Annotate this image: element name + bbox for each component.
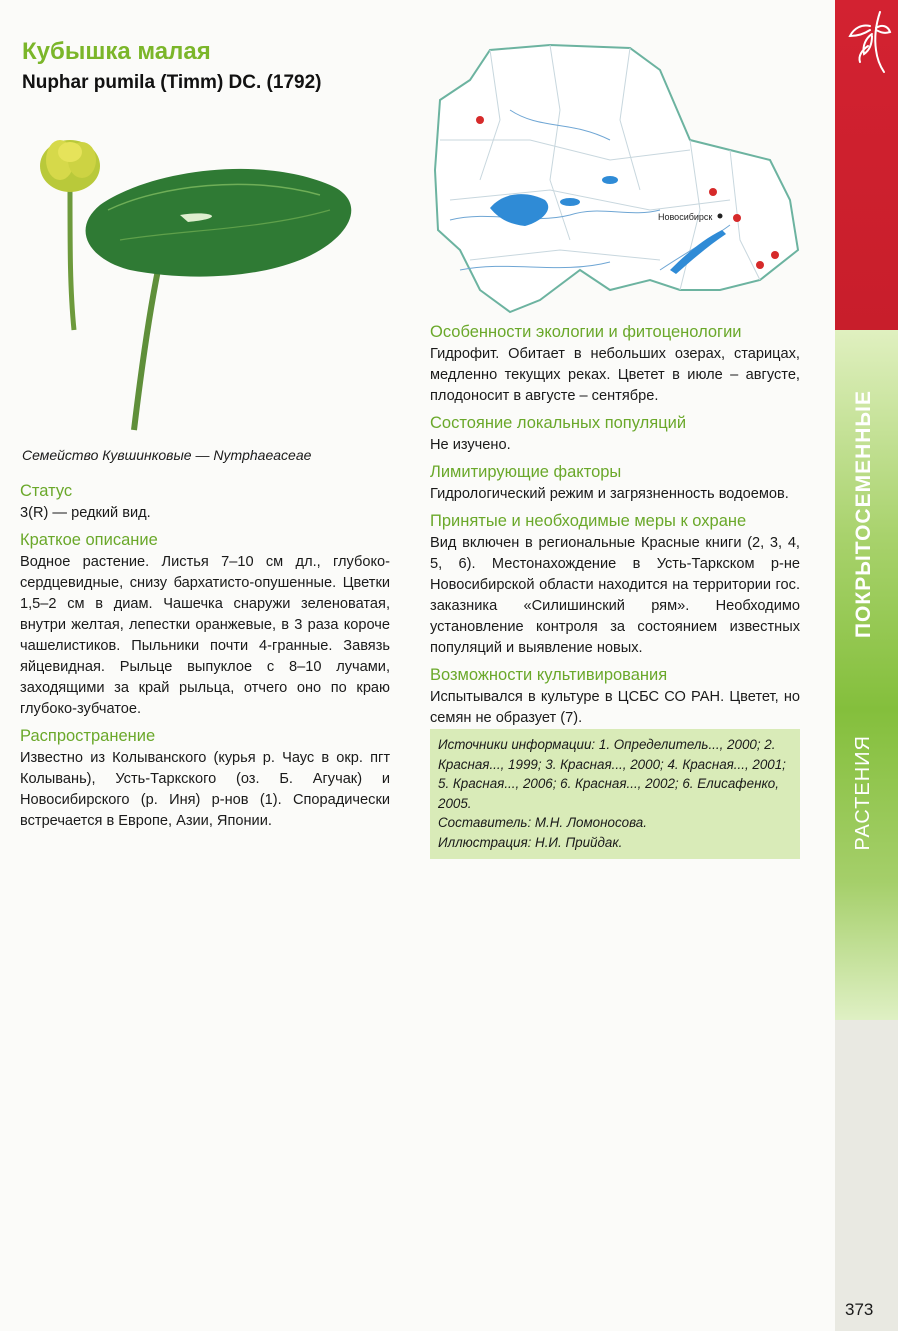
section-heading: Распространение (20, 727, 156, 745)
section-text: Известно из Колыванского (курья р. Чаус в окр. пгт Колывань), Усть-Таркского (оз. Б. Агучак) и Новосибирского (р. Иня) р-нов (1). Спорадически встречается в Европе, Азии, Японии. (20, 750, 390, 829)
page-number: 373 (845, 1300, 874, 1319)
family-caption: Семейство Кувшинковые — Nymphaeaceae (22, 447, 312, 463)
section-limiting-factors (430, 463, 800, 505)
section-heading: Статус (20, 482, 73, 500)
flower-icon (40, 140, 100, 192)
latin-name: Nuphar pumila (Timm) DC. (1792) (22, 72, 322, 93)
section-text: Водное растение. Листья 7–10 см дл., глубоко-сердцевидные, снизу бархатисто-опушенные. Цветки 1,5–2 см в диам. Чашечка снаружи зеленоватая, внутри желтая, лепестки оранжевые, в 3 раза короче чашелистиков. Пыльники почти 4-гранные. Завязь яйцевидная. Рыльце выпуклое с 8–10 лучами, заходящими за край рыльца, отчего оно по краю глубоко-зубчатое. (20, 554, 390, 717)
section-distribution (20, 727, 390, 832)
section-heading: Принятые и необходимые меры к охране (430, 512, 747, 530)
right-column (430, 323, 800, 736)
section-heading: Особенности экологии и фитоценологии (430, 323, 742, 341)
section-text: Гидрологический режим и загрязненность водоемов. (430, 486, 789, 502)
sources-box (430, 729, 800, 859)
side-tab-upper-label: ПОКРЫТОСЕМЕННЫЕ (852, 390, 875, 639)
section-heading: Лимитирующие факторы (430, 463, 622, 481)
section-text: 3(R) — редкий вид. (20, 505, 151, 521)
section-populations (430, 414, 800, 456)
left-column (20, 482, 390, 839)
section-status (20, 482, 390, 524)
page-title: Кубышка малая (22, 38, 211, 65)
section-heading: Возможности культивирования (430, 666, 668, 684)
sources-compiler: Составитель: М.Н. Ломоносова. (438, 815, 647, 830)
map-city-label: Новосибирск (658, 212, 713, 222)
orchid-logo-icon (840, 6, 894, 76)
section-text: Испытывался в культуре в ЦСБС СО РАН. Цветет, но семян не образует (7). (430, 689, 800, 726)
section-ecology (430, 323, 800, 407)
section-text: Гидрофит. Обитает в небольших озерах, старицах, медленно текущих реках. Цветет в июле – августе, плодоносит в августе – сентябре. (430, 346, 800, 404)
section-heading: Состояние локальных популяций (430, 414, 687, 432)
section-cultivation (430, 666, 800, 729)
section-text: Не изучено. (430, 437, 511, 453)
section-protection (430, 512, 800, 659)
sources-illustrator: Иллюстрация: Н.И. Прийдак. (438, 834, 623, 850)
side-tab-lower-label: РАСТЕНИЯ (852, 735, 874, 851)
nuphar-illustration (30, 130, 370, 440)
section-heading: Краткое описание (20, 531, 158, 549)
section-description (20, 531, 390, 720)
distribution-map (430, 40, 802, 322)
section-text: Вид включен в региональные Красные книги (2, 3, 4, 5, 6). Местонахождение в Усть-Таркском р-не Новосибирской области находится на территории гос. заказника «Силишинский рям». Необходимо установление контроля за состоянием известных популяций и выявление новых. (430, 535, 800, 656)
sources-refs: Источники информации: 1. Определитель..., 2000; 2. Красная..., 1999; 3. Красная..., 2000; 4. Красная..., 2001; 5. Красная..., 2006; 6. Красная..., 2002; 6. Елисафенко, 2005. (438, 737, 786, 811)
